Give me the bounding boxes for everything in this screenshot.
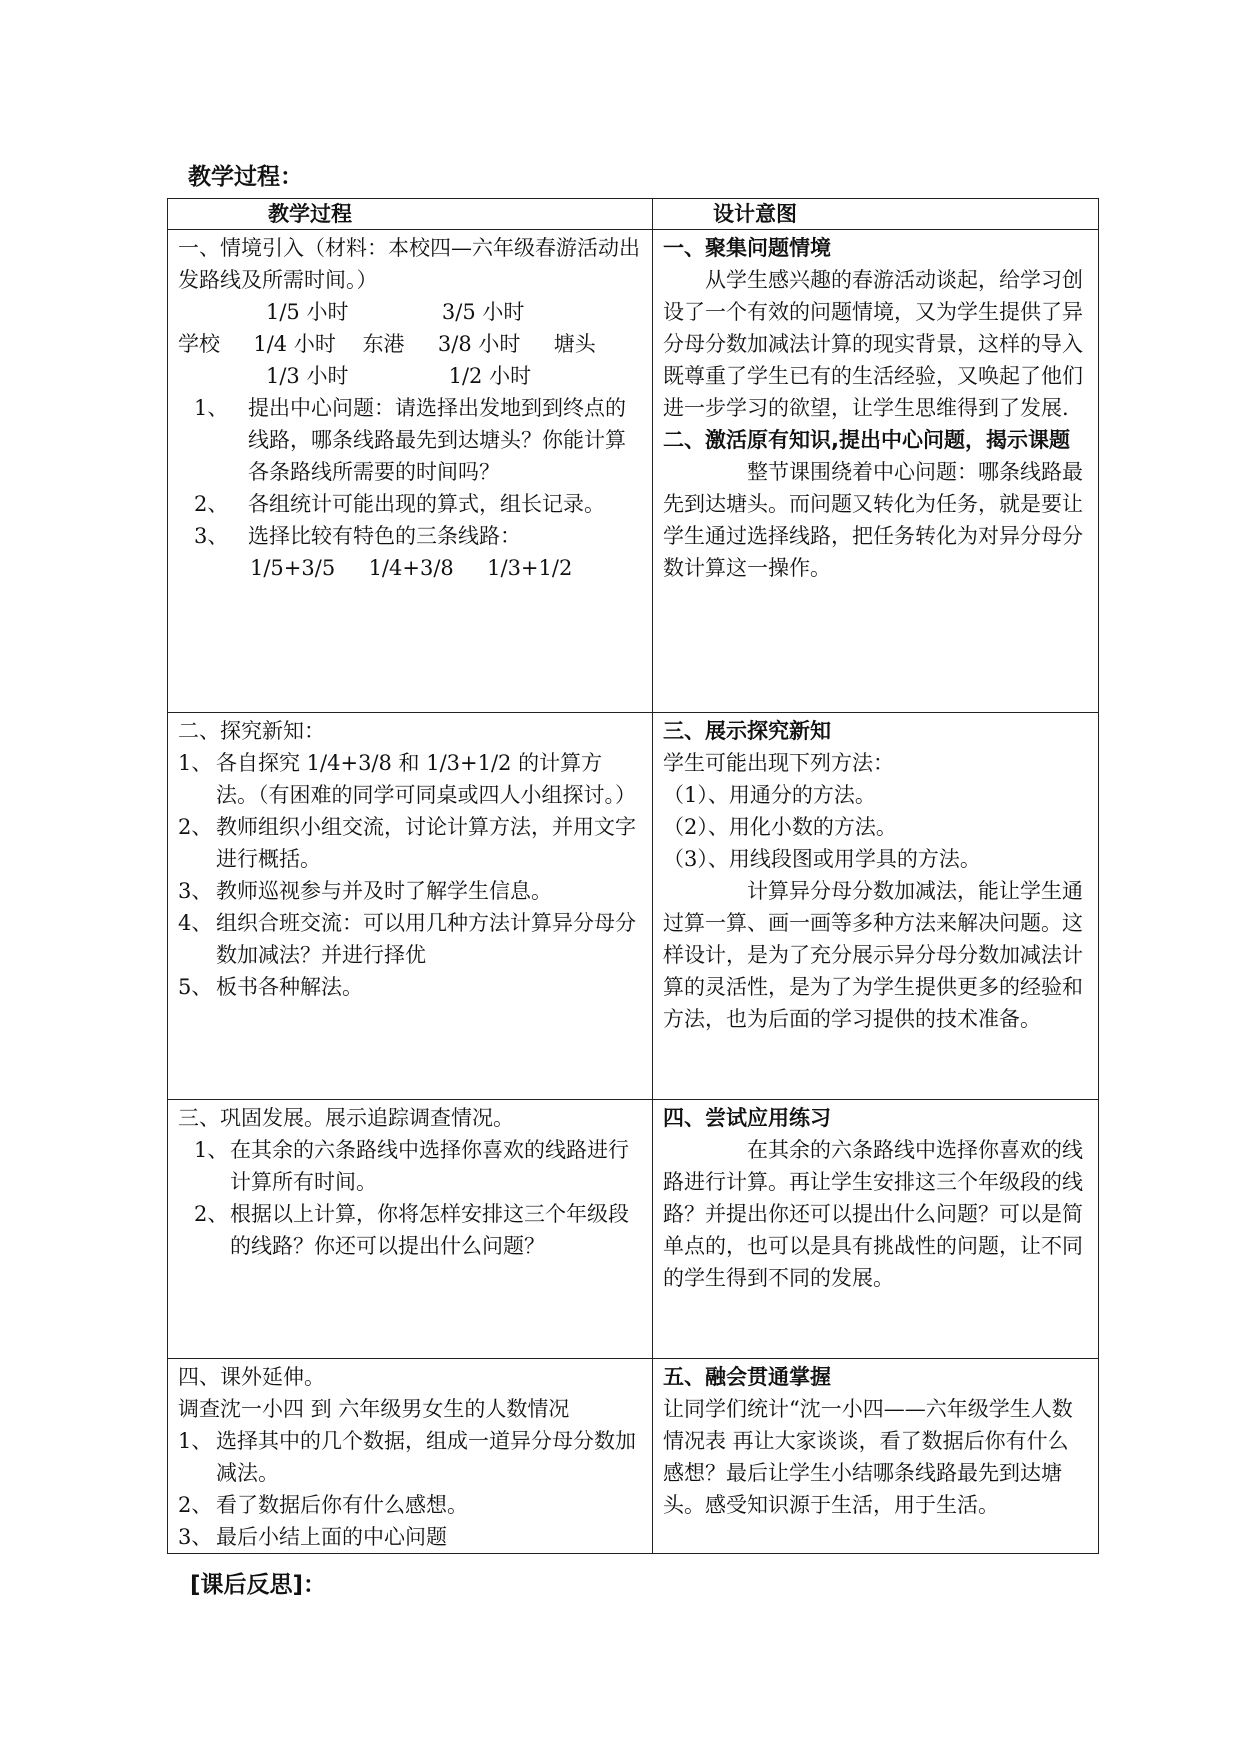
section-paragraph: 让同学们统计“沈一小四——六年级学生人数情况表 再让大家谈谈，看了数据后你有什么感想？最后让学生小结哪条线路最先到达塘头。感受知识源于生活，用于生活。: [663, 1397, 1073, 1517]
list-item-number: 1、: [194, 396, 229, 420]
intent-cell-extension: [653, 1359, 1099, 1554]
list-item-number: 2、: [178, 1493, 213, 1517]
section-title: 二、探究新知：: [178, 719, 325, 743]
method-item: （1）、用通分的方法。: [663, 783, 876, 807]
table-header-row: [168, 199, 1099, 230]
list-item-text: 板书各种解法。: [216, 975, 363, 999]
list-item-text: 各自探究 1/4+3/8 和 1/3+1/2 的计算方法。（有困难的同学可同桌或四人小组探讨。）: [216, 751, 636, 807]
list-item: [178, 907, 642, 971]
reflection-label: [课后反思]：: [190, 1572, 327, 1598]
section-paragraph: 计算异分母分数加减法，能让学生通过算一算、画一画等多种方法来解决问题。这样设计，是为了充分展示异分母分数加减法计算的灵活性，是为了为学生提供更多的经验和方法，也为后面的学习提供的技术准备。: [663, 879, 1083, 1031]
list-item: [178, 971, 642, 1003]
process-cell-extension: [168, 1359, 653, 1554]
section-paragraph: 整节课围绕着中心问题：哪条线路最先到达塘头。而问题又转化为任务，就是要让学生通过选择线路，把任务转化为对异分母分数计算这一操作。: [663, 460, 1083, 580]
section-title: 五、融会贯通掌握: [663, 1365, 831, 1389]
section-title: 二、激活原有知识,提出中心问题，揭示课题: [663, 428, 1070, 452]
list-item-number: 2、: [194, 1202, 229, 1226]
list-item-text: 在其余的六条路线中选择你喜欢的线路进行计算所有时间。: [230, 1138, 629, 1194]
list-item-number: 3、: [178, 879, 213, 903]
section-paragraph: 在其余的六条路线中选择你喜欢的线路进行计算。再让学生安排这三个年级段的线路？并提出你还可以提出什么问题？可以是简单点的，也可以是具有挑战性的问题，让不同的学生得到不同的发展。: [663, 1138, 1083, 1290]
list-item-number: 1、: [178, 751, 213, 775]
table-row: [168, 713, 1099, 1100]
route-line: 1/5 小时 3/5 小时: [266, 300, 525, 324]
section-lead: 调查沈一小四 到 六年级男女生的人数情况: [178, 1397, 570, 1421]
column-header-intent: 设计意图: [653, 199, 1099, 230]
intent-cell-practice: [653, 1100, 1099, 1359]
section-lead: 学生可能出现下列方法：: [663, 751, 894, 775]
process-cell-intro: [168, 230, 653, 713]
list-item-text: 教师组织小组交流，讨论计算方法，并用文字进行概括。: [216, 815, 636, 871]
list-item-number: 1、: [194, 1138, 229, 1162]
method-item: （2）、用化小数的方法。: [663, 815, 897, 839]
section-title: 一、聚集问题情境: [663, 236, 831, 260]
table-row: [168, 1100, 1099, 1359]
list-item: [178, 875, 642, 907]
list-item-text: 组织合班交流：可以用几种方法计算异分母分数加减法？并进行择优: [216, 911, 636, 967]
list-item-text: 根据以上计算，你将怎样安排这三个年级段的线路？你还可以提出什么问题？: [230, 1202, 629, 1258]
method-item: （3）、用线段图或用学具的方法。: [663, 847, 981, 871]
list-item-text: 最后小结上面的中心问题: [216, 1525, 447, 1549]
list-item-text: 各组统计可能出现的算式，组长记录。: [248, 492, 605, 516]
list-item-number: 3、: [178, 1525, 213, 1549]
route-line: 1/3 小时 1/2 小时: [266, 364, 532, 388]
list-item-number: 1、: [178, 1429, 213, 1453]
section-title: 三、展示探究新知: [663, 719, 831, 743]
section-title: 三、巩固发展。展示追踪调查情况。: [178, 1106, 514, 1130]
list-item: [178, 1489, 642, 1521]
intro-text: 一、情境引入（材料：本校四—六年级春游活动出发路线及所需时间。）: [178, 236, 640, 292]
list-item: [178, 1521, 642, 1553]
list-item-text: 选择比较有特色的三条线路：: [248, 524, 521, 548]
list-item-text: 选择其中的几个数据，组成一道异分母分数加减法。: [216, 1429, 636, 1485]
section-paragraph: 从学生感兴趣的春游活动谈起，给学习创设了一个有效的问题情境，又为学生提供了异分母分数加减法计算的现实背景，这样的导入既尊重了学生已有的生活经验，又唤起了他们进一步学习的欲望，让学生思维得到了发展.: [663, 268, 1083, 420]
section-title: 四、课外延伸。: [178, 1365, 325, 1389]
list-item-number: 2、: [194, 492, 229, 516]
page-heading: 教学过程：: [188, 164, 303, 190]
list-item: [178, 392, 642, 488]
formulas-line: 1/5+3/5 1/4+3/8 1/3+1/2: [250, 556, 573, 580]
list-item-number: 4、: [178, 911, 213, 935]
list-item-number: 3、: [194, 524, 229, 548]
section-title: 四、尝试应用练习: [663, 1106, 831, 1130]
list-item: [178, 1198, 642, 1262]
list-item: [178, 1134, 642, 1198]
process-cell-explore: [168, 713, 653, 1100]
list-item-text: 看了数据后你有什么感想。: [216, 1493, 468, 1517]
lesson-plan-table: [167, 198, 1099, 1554]
list-item: [178, 488, 642, 520]
table-row: [168, 1359, 1099, 1554]
route-line: 学校 1/4 小时 东港 3/8 小时 塘头: [178, 332, 596, 356]
list-item: [178, 747, 642, 811]
list-item: [178, 1425, 642, 1489]
list-item-text: 提出中心问题：请选择出发地到到终点的线路，哪条线路最先到达塘头？你能计算各条路线所需要的时间吗？: [248, 396, 626, 484]
table-row: [168, 230, 1099, 713]
process-cell-practice: [168, 1100, 653, 1359]
list-item: [178, 520, 642, 552]
intent-cell-explore: [653, 713, 1099, 1100]
column-header-process: 教学过程: [168, 199, 653, 230]
list-item: [178, 811, 642, 875]
list-item-text: 教师巡视参与并及时了解学生信息。: [216, 879, 552, 903]
intent-cell-intro: [653, 230, 1099, 713]
list-item-number: 2、: [178, 815, 213, 839]
list-item-number: 5、: [178, 975, 213, 999]
